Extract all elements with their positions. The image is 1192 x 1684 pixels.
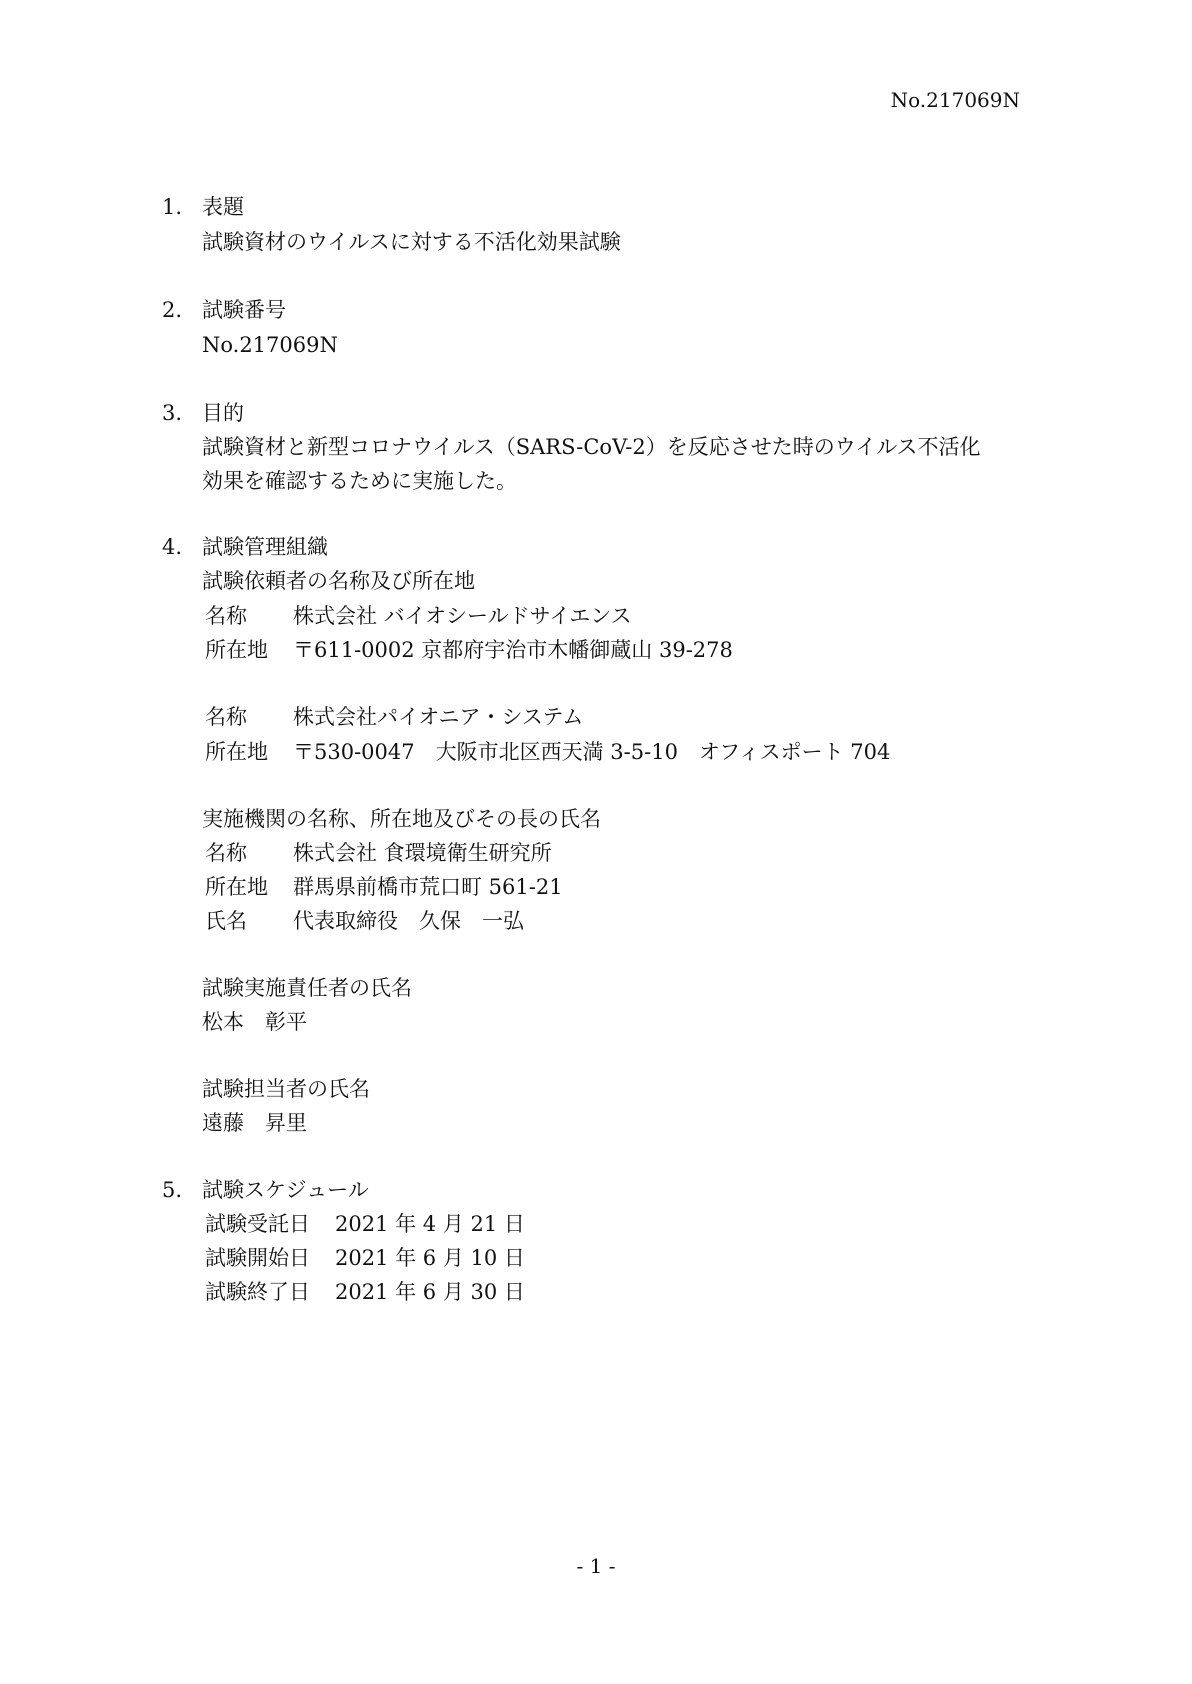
client-heading: 試験依頼者の名称及び所在地 <box>202 569 475 593</box>
facility-person: 代表取締役 久保 一弘 <box>293 909 524 933</box>
section-5-number: 5. <box>162 1178 183 1202</box>
schedule-label: 試験受託日 <box>205 1212 310 1236</box>
client1-address-label: 所在地 <box>205 638 268 662</box>
section-1-body: 試験資材のウイルスに対する不活化効果試験 <box>202 230 621 254</box>
schedule-row <box>205 1278 525 1306</box>
director-name: 松本 彰平 <box>202 1010 307 1034</box>
schedule-label: 試験終了日 <box>205 1280 310 1304</box>
section-3-body-line2: 効果を確認するために実施した。 <box>202 469 517 493</box>
section-1-heading: 表題 <box>202 195 244 219</box>
facility-person-row <box>205 907 524 935</box>
section-3-heading: 目的 <box>202 401 244 425</box>
document-number: No.217069N <box>890 88 1020 112</box>
section-2-body: No.217069N <box>202 333 338 357</box>
facility-address: 群馬県前橋市荒口町 561-21 <box>293 875 563 899</box>
facility-heading: 実施機関の名称、所在地及びその長の氏名 <box>202 807 601 831</box>
section-2-heading: 試験番号 <box>202 298 286 322</box>
section-5-heading: 試験スケジュール <box>202 1178 369 1202</box>
facility-address-label: 所在地 <box>205 875 268 899</box>
schedule-label: 試験開始日 <box>205 1246 310 1270</box>
schedule-date: 2021 年 6 月 10 日 <box>335 1246 525 1270</box>
staff-name: 遠藤 昇里 <box>202 1111 307 1135</box>
schedule-date: 2021 年 6 月 30 日 <box>335 1280 525 1304</box>
page-number: - 1 - <box>576 1554 616 1578</box>
client2-address-label: 所在地 <box>205 740 268 764</box>
client1-name: 株式会社 バイオシールドサイエンス <box>293 604 632 628</box>
staff-heading: 試験担当者の氏名 <box>202 1077 370 1101</box>
schedule-date: 2021 年 4 月 21 日 <box>335 1212 525 1236</box>
facility-name-row <box>205 839 552 867</box>
client1-address-row <box>205 636 733 664</box>
section-4-heading: 試験管理組織 <box>202 535 328 559</box>
client2-name: 株式会社パイオニア・システム <box>293 705 584 729</box>
client2-name-label: 名称 <box>205 705 247 729</box>
facility-name: 株式会社 食環境衛生研究所 <box>293 841 552 865</box>
client2-name-row <box>205 703 583 731</box>
client1-address: 〒611-0002 京都府宇治市木幡御蔵山 39-278 <box>293 638 733 662</box>
client1-name-row <box>205 602 632 630</box>
client1-name-label: 名称 <box>205 604 247 628</box>
section-3-body-line1: 試験資材と新型コロナウイルス（SARS-CoV-2）を反応させた時のウイルス不活化 <box>202 435 981 459</box>
facility-address-row <box>205 873 563 901</box>
section-2-number: 2. <box>162 298 183 322</box>
schedule-row <box>205 1210 525 1238</box>
client2-address: 〒530-0047 大阪市北区西天満 3-5-10 オフィスポート 704 <box>293 740 891 764</box>
section-4-number: 4. <box>162 535 183 559</box>
director-heading: 試験実施責任者の氏名 <box>202 976 412 1000</box>
facility-person-label: 氏名 <box>205 909 247 933</box>
client2-address-row <box>205 738 890 766</box>
facility-name-label: 名称 <box>205 841 247 865</box>
schedule-row <box>205 1244 525 1272</box>
section-3-number: 3. <box>162 401 183 425</box>
section-1-number: 1. <box>162 195 183 219</box>
